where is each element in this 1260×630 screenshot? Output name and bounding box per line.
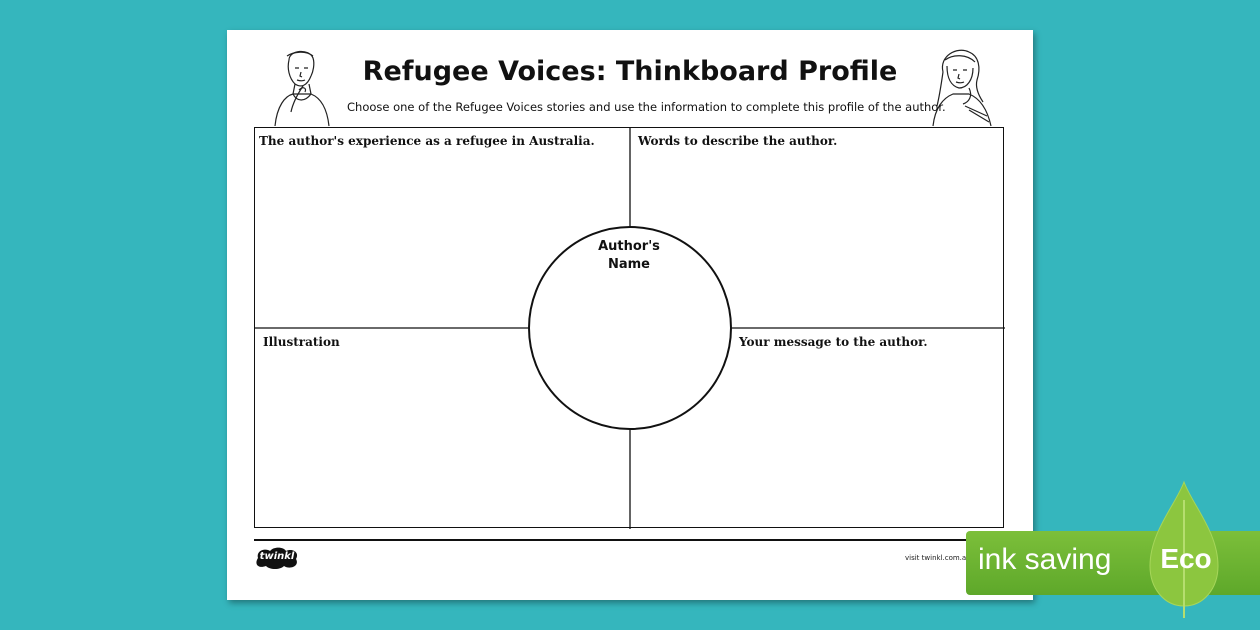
quadrant-label-message: Your message to the author. xyxy=(739,335,928,349)
twinkl-logo-text: twinkl xyxy=(259,551,295,562)
worksheet-title: Refugee Voices: Thinkboard Profile xyxy=(362,56,898,87)
quadrant-label-illustration: Illustration xyxy=(263,335,340,349)
quadrant-label-experience: The author's experience as a refugee in Australia. xyxy=(259,134,595,148)
ink-saving-label: ink saving xyxy=(978,543,1112,576)
worksheet-instructions: Choose one of the Refugee Voices stories and use the information to complete this profile of the author. xyxy=(347,100,946,114)
author-name-label: Author's Name xyxy=(598,239,660,272)
thinkboard-lines xyxy=(255,128,1005,529)
footer-divider xyxy=(254,539,1004,541)
eco-label: Eco xyxy=(1160,543,1212,574)
twinkl-logo xyxy=(254,546,300,570)
thinkboard-grid xyxy=(254,127,1004,528)
quadrant-label-words: Words to describe the author. xyxy=(638,134,838,148)
worksheet-page xyxy=(227,30,1033,600)
visit-website-text: visit twinkl.com.a xyxy=(905,554,967,562)
